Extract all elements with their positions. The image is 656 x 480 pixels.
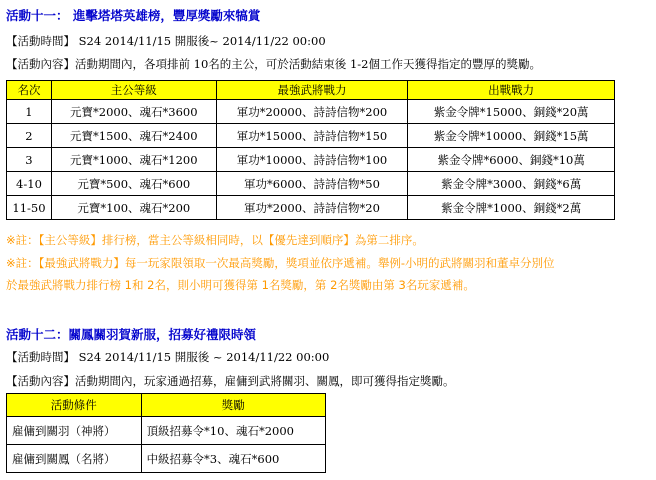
reward-cell: 頂級招募令*10、魂石*2000 xyxy=(141,417,325,445)
battle-power-cell: 紫金令牌*10000、銅錢*15萬 xyxy=(408,124,615,148)
activity11-time: 【活動時間】 S24 2014/11/15 開服後~ 2014/11/22 00:00 xyxy=(6,34,326,48)
activity12-time: 【活動時間】 S24 2014/11/15 開服後 ~ 2014/11/22 00:00 xyxy=(6,350,330,364)
activity12-title: 活動十二：關鳳關羽賀新服，招募好禮限時領 xyxy=(6,327,257,342)
header-condition: 活動條件 xyxy=(7,394,142,417)
header-battle-power: 出戰戰力 xyxy=(408,81,615,100)
header-rank: 名次 xyxy=(7,81,52,100)
activity11-note-lord-level: ※註：【主公等級】排行榜，當主公等級相同時，以【優先達到順序】為第二排序。 xyxy=(6,233,424,247)
battle-power-cell: 紫金令牌*3000、銅錢*6萬 xyxy=(408,172,615,196)
header-reward: 獎勵 xyxy=(141,394,325,417)
strongest-general-cell: 軍功*6000、詩詩信物*50 xyxy=(216,172,408,196)
table-row xyxy=(7,100,615,124)
activity11-note-general-line1: ※註：【最強武將戰力】每一玩家限領取一次最高獎勵，獎項並依序遞補。舉例-小明的武將關羽和董卓分別位 xyxy=(6,256,555,270)
rank-cell: 1 xyxy=(7,100,52,124)
activity11-reward-table xyxy=(6,80,615,220)
strongest-general-cell: 軍功*15000、詩詩信物*150 xyxy=(216,124,408,148)
strongest-general-cell: 軍功*10000、詩詩信物*100 xyxy=(216,148,408,172)
header-lord-level: 主公等級 xyxy=(51,81,216,100)
table-header-row xyxy=(7,394,326,417)
rank-cell: 4-10 xyxy=(7,172,52,196)
reward-cell: 中級招募令*3、魂石*600 xyxy=(141,445,325,473)
table-row xyxy=(7,148,615,172)
lord-level-cell: 元寶*2000、魂石*3600 xyxy=(51,100,216,124)
lord-level-cell: 元寶*1000、魂石*1200 xyxy=(51,148,216,172)
battle-power-cell: 紫金令牌*6000、銅錢*10萬 xyxy=(408,148,615,172)
condition-cell: 雇傭到關羽（神將） xyxy=(7,417,142,445)
condition-cell: 雇傭到關鳳（名將） xyxy=(7,445,142,473)
battle-power-cell: 紫金令牌*15000、銅錢*20萬 xyxy=(408,100,615,124)
strongest-general-cell: 軍功*20000、詩詩信物*200 xyxy=(216,100,408,124)
lord-level-cell: 元寶*1500、魂石*2400 xyxy=(51,124,216,148)
activity11-title: 活動十一： 進擊塔塔英雄榜，豐厚獎勵來犒賞 xyxy=(6,8,261,23)
table-row xyxy=(7,417,326,445)
rank-cell: 2 xyxy=(7,124,52,148)
strongest-general-cell: 軍功*2000、詩詩信物*20 xyxy=(216,196,408,220)
lord-level-cell: 元寶*100、魂石*200 xyxy=(51,196,216,220)
rank-cell: 3 xyxy=(7,148,52,172)
activity12-reward-table xyxy=(6,393,326,473)
table-row xyxy=(7,196,615,220)
rank-cell: 11-50 xyxy=(7,196,52,220)
table-header-row xyxy=(7,81,615,100)
table-row xyxy=(7,124,615,148)
table-row xyxy=(7,172,615,196)
activity11-note-general-line2: 於最強武將戰力排行榜 1和 2名，則小明可獲得第 1名獎勵，第 2名獎勵由第 3名玩家遞補。 xyxy=(6,278,475,292)
table-row xyxy=(7,445,326,473)
activity12-content: 【活動內容】活動期間內，玩家通過招募，雇傭到武將關羽、關鳳，即可獲得指定獎勵。 xyxy=(6,374,455,388)
activity11-content: 【活動內容】活動期間內，各項排前 10名的主公，可於活動結束後 1-2個工作天獲得指定的豐厚的獎勵。 xyxy=(6,57,541,71)
battle-power-cell: 紫金令牌*1000、銅錢*2萬 xyxy=(408,196,615,220)
header-strongest-general: 最強武將戰力 xyxy=(216,81,408,100)
lord-level-cell: 元寶*500、魂石*600 xyxy=(51,172,216,196)
